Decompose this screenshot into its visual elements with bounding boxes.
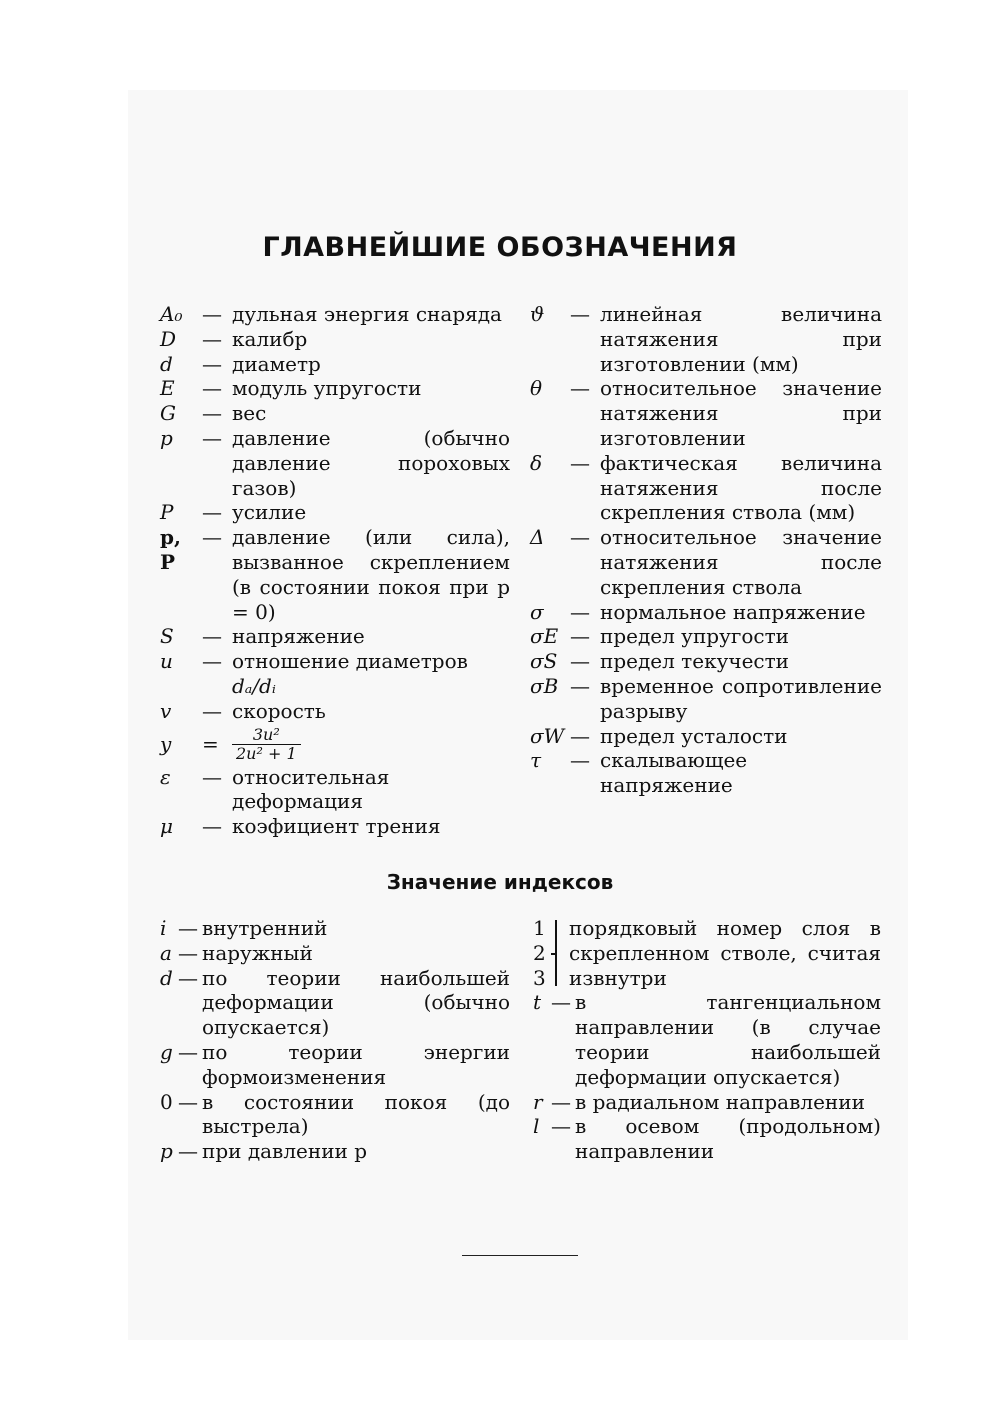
notation-symbol: σB — [530, 673, 559, 698]
notation-symbol: p — [160, 425, 173, 450]
notation-symbol: θ — [530, 376, 543, 401]
curly-brace-icon — [551, 916, 569, 990]
notation-symbol: μ — [160, 814, 173, 839]
notation-description: фактическая величина натяжения после скрепления ствола (мм) — [600, 450, 882, 525]
index-description: порядковый номер слоя в скрепленном стволе, считая извнутри — [569, 916, 881, 990]
notation-entry: σW — предел усталости — [530, 724, 882, 749]
index-symbol: t — [533, 990, 542, 1015]
notation-list-right — [530, 302, 882, 798]
notation-description: предел усталости — [600, 723, 788, 748]
index-description: в состоянии покоя (до выстрела) — [202, 1089, 510, 1139]
index-description: по теории энергии формоизменения — [202, 1039, 510, 1089]
notation-description: модуль упругости — [232, 376, 422, 401]
notation-entry: ϑ — линейная величина натяжения при изготовлении (мм) — [530, 302, 882, 376]
notation-description: дульная энергия снаряда — [232, 302, 502, 326]
notation-description: отношение диаметров dₐ/dᵢ — [232, 649, 468, 698]
notation-symbol: D — [160, 326, 177, 351]
notation-symbol: δ — [530, 450, 543, 475]
notation-description: предел упругости — [600, 624, 789, 649]
notation-entry: E — модуль упругости — [160, 376, 510, 401]
notation-entry: p, P — давление (или сила), вызванное скреплением (в состоянии покоя при p = 0) — [160, 525, 510, 624]
index-description: в радиальном направлении — [575, 1089, 865, 1114]
section-subtitle: Значение индексов — [386, 870, 614, 894]
notation-description: давление (обычно давление пороховых газов) — [232, 425, 510, 500]
index-entry: t — в тангенциальном направлении (в случае теории наибольшей деформации опускается) — [533, 990, 881, 1089]
index-list-right — [533, 916, 881, 1164]
notation-description: относительное значение натяжения после скрепления ствола — [600, 525, 882, 599]
notation-entry: d — диаметр — [160, 352, 510, 377]
index-description: в тангенциальном направлении (в случае теории наибольшей деформации опускается) — [575, 990, 881, 1089]
index-entry: p — при давлении p — [160, 1139, 510, 1164]
notation-entry: u — отношение диаметров dₐ/dᵢ — [160, 649, 510, 699]
notation-entry: G — вес — [160, 401, 510, 426]
index-symbol: 0 — [160, 1089, 173, 1114]
notation-description: предел текучести — [600, 649, 790, 674]
notation-symbol: A₀ — [160, 302, 183, 326]
notation-symbol: d — [160, 351, 173, 376]
notation-symbol: ε — [160, 764, 171, 789]
notation-symbol: p, P — [160, 525, 181, 574]
index-symbol: i — [160, 916, 167, 940]
index-entry: i — внутренний — [160, 916, 510, 941]
notation-description: относительная деформация — [232, 764, 390, 814]
notation-description: диаметр — [232, 351, 321, 376]
notation-symbol: σS — [530, 649, 558, 674]
notation-symbol: τ — [530, 748, 542, 773]
index-entry: 0 — в состоянии покоя (до выстрела) — [160, 1089, 510, 1139]
notation-symbol: v — [160, 698, 172, 723]
notation-symbol: σ — [530, 599, 544, 624]
notation-description: коэфициент трения — [232, 814, 441, 839]
notation-symbol: σE — [530, 624, 559, 649]
horizontal-rule — [462, 1255, 578, 1256]
index-entry: g — по теории энергии формоизменения — [160, 1039, 510, 1089]
notation-entry: p — давление (обычно давление пороховых газов) — [160, 425, 510, 500]
notation-list-left — [160, 302, 510, 839]
notation-description: нормальное напряжение — [600, 599, 866, 624]
notation-entry: D — калибр — [160, 327, 510, 352]
notation-entry: v — скорость — [160, 699, 510, 724]
notation-description: напряжение — [232, 624, 365, 649]
notation-symbol: Δ — [530, 525, 545, 550]
notation-symbol: y — [160, 731, 172, 756]
notation-entry: δ — фактическая величина натяжения после скрепления ствола (мм) — [530, 450, 882, 525]
index-symbol: a — [160, 940, 172, 965]
notation-entry: σ — нормальное напряжение — [530, 600, 882, 625]
index-description: внутренний — [202, 916, 328, 940]
index-symbol: l — [533, 1114, 540, 1139]
notation-entry: τ — скалывающее напряжение — [530, 748, 882, 798]
notation-description: калибр — [232, 326, 308, 351]
notation-description: скорость — [232, 698, 326, 723]
notation-entry: ε — относительная деформация — [160, 765, 510, 815]
diameter-ratio: dₐ/dᵢ — [232, 673, 276, 698]
index-entry: d — по теории наибольшей деформации (обычно опускается) — [160, 965, 510, 1040]
notation-entry: σB — временное сопротивление разрыву — [530, 673, 882, 723]
index-symbol: r — [533, 1089, 543, 1114]
notation-symbol: ϑ — [530, 302, 545, 326]
notation-symbol: E — [160, 376, 175, 401]
notation-entry: y = $\frac{\text{3u²}}{\text{2u² + 1}}$ — [160, 726, 510, 763]
notation-entry: σS — предел текучести — [530, 649, 882, 674]
notation-symbol: S — [160, 624, 174, 649]
index-description: при давлении p — [202, 1139, 368, 1164]
notation-description: линейная величина натяжения при изготовлении (мм) — [600, 302, 882, 376]
notation-description: относительное значение натяжения при изготовлении — [600, 376, 882, 450]
notation-description: давление (или сила), вызванное скреплением (в состоянии покоя при p = 0) — [232, 525, 510, 624]
index-symbol: p — [160, 1139, 173, 1164]
index-list-left — [160, 916, 510, 1164]
index-entry: a — наружный — [160, 941, 510, 966]
notation-entry: S — напряжение — [160, 624, 510, 649]
index-entry: r — в радиальном направлении — [533, 1090, 881, 1115]
notation-description: скалывающее напряжение — [600, 748, 748, 798]
index-description: по теории наибольшей деформации (обычно опускается) — [202, 965, 510, 1040]
formula-fraction: $\frac{\text{3u²}}{\text{2u² + 1}}$ — [232, 726, 301, 763]
index-symbol: g — [160, 1039, 173, 1064]
notation-entry: σE — предел упругости — [530, 624, 882, 649]
layer-numbers: 1 2 3 — [533, 916, 546, 990]
index-description: наружный — [202, 940, 313, 965]
index-symbol: d — [160, 965, 173, 990]
notation-symbol: G — [160, 401, 176, 426]
notation-entry: Δ — относительное значение натяжения после скрепления ствола — [530, 525, 882, 599]
notation-entry: θ — относительное значение натяжения при изготовлении — [530, 376, 882, 450]
notation-entry: P — усилие — [160, 500, 510, 525]
index-description: в осевом (продольном) направлении — [575, 1114, 881, 1164]
notation-description: вес — [232, 401, 267, 426]
index-entry: l — в осевом (продольном) направлении — [533, 1114, 881, 1164]
page-title: ГЛАВНЕЙШИЕ ОБОЗНАЧЕНИЯ — [262, 232, 738, 263]
notation-symbol: P — [160, 500, 174, 525]
notation-description: временное сопротивление разрыву — [600, 673, 882, 723]
notation-description: усилие — [232, 500, 307, 525]
notation-symbol: σW — [530, 723, 565, 748]
notation-entry: μ — коэфициент трения — [160, 814, 510, 839]
notation-symbol: u — [160, 649, 173, 674]
notation-entry: A₀ — дульная энергия снаряда — [160, 302, 510, 327]
layer-number-group — [533, 916, 881, 990]
